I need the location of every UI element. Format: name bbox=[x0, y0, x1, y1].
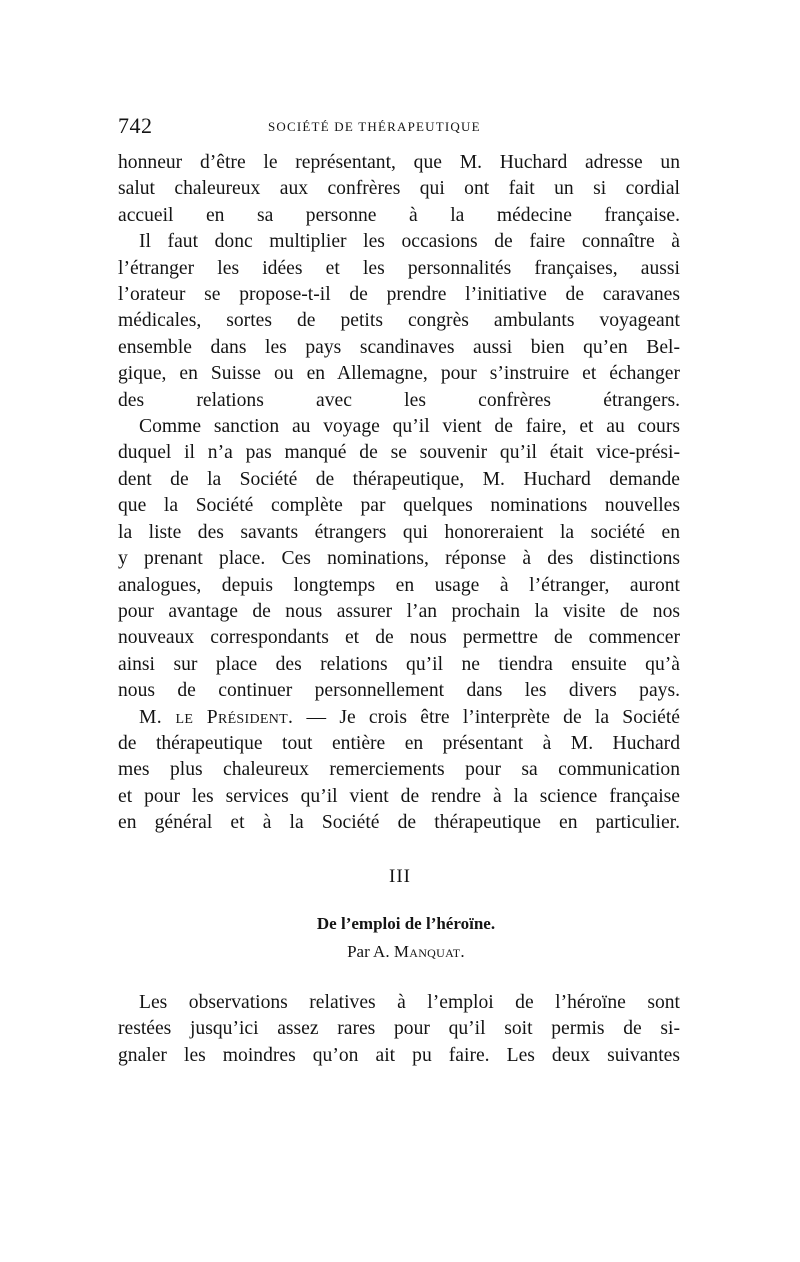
text-line: ensemble dans les pays scandinaves aussi bien qu’en Bel- bbox=[118, 336, 680, 358]
text-line: gique, en Suisse ou en Allemagne, pour s’instruire et échanger bbox=[118, 363, 680, 385]
speaker-name: M. le Président. bbox=[139, 706, 294, 728]
section-number: III bbox=[389, 866, 411, 887]
text-line: que la Société complète par quelques nominations nouvelles bbox=[118, 495, 680, 517]
text-line: duquel il n’a pas manqué de se souvenir qu’il était vice-prési- bbox=[118, 442, 680, 464]
section-author bbox=[0, 942, 800, 962]
running-title: SOCIÉTÉ DE THÉRAPEUTIQUE bbox=[268, 119, 481, 134]
text-line: en général et à la Société de thérapeutique en particulier. bbox=[118, 812, 680, 834]
text-line: analogues, depuis longtemps en usage à l’étranger, auront bbox=[118, 574, 680, 596]
text-line: y prenant place. Ces nominations, réponse à des distinctions bbox=[118, 548, 680, 570]
paragraph-caravanes bbox=[118, 229, 680, 414]
text-line: restées jusqu’ici assez rares pour qu’il soit permis de si- bbox=[118, 1018, 680, 1040]
author-name: Manquat. bbox=[393, 942, 465, 961]
text-line: nouveaux correspondants et de nous permettre de commencer bbox=[118, 627, 680, 649]
text-line: la liste des savants étrangers qui honoreraient la société en bbox=[118, 521, 680, 543]
text-line: Comme sanction au voyage qu’il vient de faire, et au cours bbox=[139, 416, 680, 438]
text-line: ainsi sur place des relations qu’il ne tiendra ensuite qu’à bbox=[118, 653, 680, 675]
paragraph-heroine bbox=[118, 990, 680, 1069]
section-title: De l’emploi de l’héroïne. bbox=[316, 914, 496, 933]
section-text bbox=[118, 990, 680, 1069]
running-head bbox=[118, 113, 680, 143]
text-line: honneur d’être le représentant, que M. Huchard adresse un bbox=[118, 152, 680, 173]
author-prefix: Par A. bbox=[347, 942, 394, 961]
text-line: mes plus chaleureux remerciements pour sa communication bbox=[118, 759, 680, 781]
text-line: nous de continuer personnellement dans les divers pays. bbox=[118, 680, 680, 702]
text-line: gnaler les moindres qu’on ait pu faire. Les deux suivantes bbox=[118, 1044, 680, 1066]
text-line: médicales, sortes de petits congrès ambulants voyageant bbox=[118, 310, 680, 332]
text-line: de thérapeutique tout entière en présentant à M. Huchard bbox=[118, 732, 680, 754]
text-line: l’orateur se propose-t-il de prendre l’initiative de caravanes bbox=[118, 284, 680, 306]
text-line: accueil en sa personne à la médecine française. bbox=[118, 204, 680, 226]
text-line: Il faut donc multiplier les occasions de faire connaître à bbox=[139, 231, 680, 253]
main-text bbox=[118, 150, 680, 837]
text-line: — Je crois être l’interprète de la Société bbox=[293, 706, 680, 728]
text-line: Les observations relatives à l’emploi de l’héroïne sont bbox=[139, 992, 680, 1013]
text-line: des relations avec les confrères étrangers. bbox=[118, 389, 680, 411]
page-number: 742 bbox=[118, 113, 153, 138]
text-line: l’étranger les idées et les personnalités françaises, aussi bbox=[118, 257, 680, 279]
paragraph-continuation bbox=[118, 150, 680, 229]
paragraph-nominations bbox=[118, 414, 680, 704]
text-line: dent de la Société de thérapeutique, M. Huchard demande bbox=[118, 468, 680, 490]
text-line: pour avantage de nous assurer l’an prochain la visite de nos bbox=[118, 600, 680, 622]
paragraph-president bbox=[118, 705, 680, 837]
text-line: salut chaleureux aux confrères qui ont fait un si cordial bbox=[118, 178, 680, 200]
text-line: et pour les services qu’il vient de rendre à la science française bbox=[118, 785, 680, 807]
